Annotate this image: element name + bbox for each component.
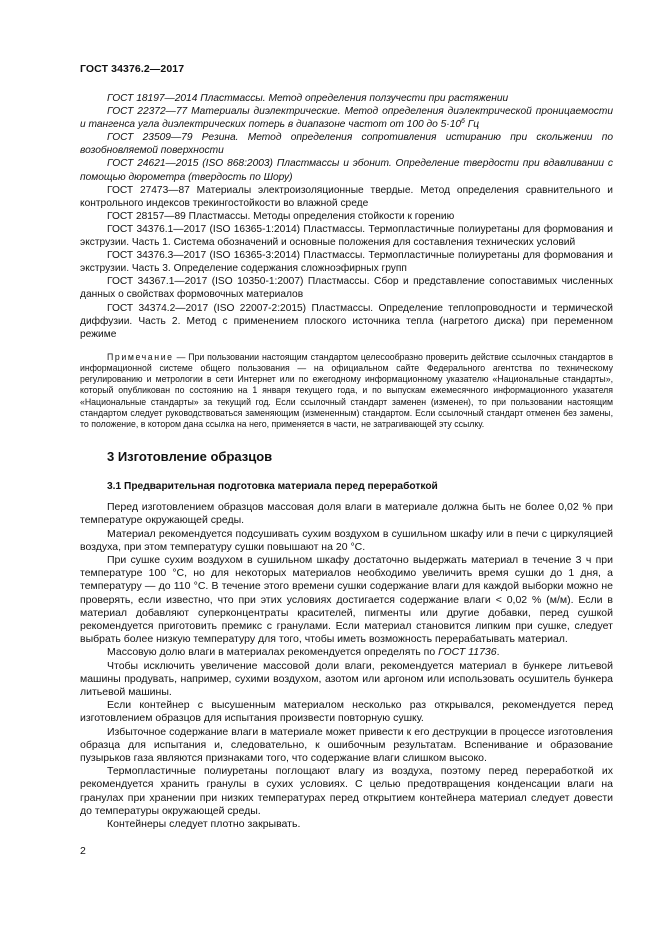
body-paragraph: Массовую долю влаги в материалах рекомендуется определять по ГОСТ 11736. [107, 646, 500, 659]
reference-item: ГОСТ 34367.1—2017 (ISO 10350-1:2007) Пластмассы. Сбор и представление сопоставимых численных данных о свойствах формовочных материалов [80, 276, 613, 301]
normative-references-list [80, 92, 613, 341]
body-paragraph: Чтобы исключить увеличение массовой доли влаги, рекомендуется материал в бункере литьевой машины продувать, например, сухими воздухом, азотом или аргоном или использовать осушитель бункера литьевой машины. [80, 659, 613, 699]
section-body [80, 501, 613, 831]
reference-item: ГОСТ 24621—2015 (ISO 868:2003) Пластмассы и эбонит. Определение твердости при вдавливании с помощью дюрометра (твердость по Шору) [80, 158, 613, 183]
body-paragraph: Материал рекомендуется подсушивать сухим воздухом в сушильном шкафу или в печи с циркуляцией воздуха, при этом температуру сушки повышают на 20 °С. [80, 527, 613, 553]
reference-item: ГОСТ 23509—79 Резина. Метод определения сопротивления истиранию при скольжении по возобновляемой поверхности [80, 132, 613, 157]
reference-item: ГОСТ 34376.1—2017 (ISO 16365-1:2014) Пластмассы. Термопластичные полиуретаны для формования и экструзии. Часть 1. Система обозначений и основные положения для составления технических условий [80, 223, 613, 249]
reference-item: ГОСТ 34374.2—2017 (ISO 22007-2:2015) Пластмассы. Определение теплопроводности и термической диффузии. Часть 2. Метод с применением плоского источника тепла (нагретого диска) при переменном режиме [80, 302, 613, 340]
page-number: 2 [80, 845, 86, 857]
body-paragraph: Термопластичные полиуретаны поглощают влагу из воздуха, поэтому перед переработкой их рекомендуется хранить гранулы в сухих условиях. С целью предотвращения конденсации влаги на гранулах при хранении при низких температурах перед открытием контейнера материал следует довести до температуры окружающей среды. [80, 765, 613, 817]
note-text: — При пользовании настоящим стандартом целесообразно проверить действие ссылочных стандартов в информационной системе общего пользования — на официальном сайте Федерального агентства по техническому регулированию и метрологии в сети Интернет или по ежегодному информационному указателю «Национальные стандарты», который опубликован по состоянию на 1 января текущего года, и по выпускам ежемесячного информационного указателя «Национальные стандарты» за текущий год. Если ссылочный стандарт заменен (изменен), то при пользовании настоящим стандартом следует руководствоваться заменяющим (измененным) стандартом. Если ссылочный стандарт отменен без замены, то положение, в котором дана ссылка на него, применяется в части, не затрагивающей эту ссылку. [80, 351, 613, 429]
body-paragraph: При сушке сухим воздухом в сушильном шкафу достаточно выдержать материал в течение 3 ч при температуре 100 °С, но для некоторых материалов необходимо увеличить время сушки до 1 дня, а температуру — до 110 °С. В течение этого времени сушки содержание влаги для каждой выборки можно не проверять, если известно, что при этих условиях достигается содержание влаги < 0,02 % (м/м). Если в материал добавляют суперконцентраты красителей, пигменты или другие добавки, перед сушкой рекомендуется приготовить премикс с гранулами. Если материал становится липким при сушке, следует выбрать более низкую температуру для того, чтобы иметь возможность перерабатывать материал. [80, 554, 613, 646]
body-paragraph: Контейнеры следует плотно закрывать. [107, 818, 301, 831]
document-header: ГОСТ 34376.2—2017 [80, 63, 185, 75]
reference-item: ГОСТ 28157—89 Пластмассы. Методы определения стойкости к горению [107, 210, 455, 222]
reference-item: ГОСТ 22372—77 Материалы диэлектрические. Метод определения диэлектрической проницаемости и тангенса угла диэлектрических потерь в диапазоне частот от 100 до $5\cdot 10^6$ Гц [80, 106, 613, 131]
document-content [80, 92, 613, 831]
note-label: Примечание [107, 351, 174, 362]
reference-item: ГОСТ 27473—87 Материалы электроизоляционные твердые. Метод определения сравнительного и контрольного индексов трекингостойкости во влажной среде [80, 184, 613, 209]
note-paragraph [80, 352, 613, 430]
body-paragraph: Если контейнер с высушенным материалом несколько раз открывался, рекомендуется перед изготовлением образцов для испытания произвести повторную сушку. [80, 699, 613, 725]
subsection-title: 3.1 Предварительная подготовка материала перед переработкой [107, 481, 438, 493]
body-paragraph: Перед изготовлением образцов массовая доля влаги в материале должна быть не более 0,02 % при температуре окружающей среды. [80, 501, 613, 527]
body-paragraph: Избыточное содержание влаги в материале может привести к его деструкции в процессе изготовления образца для испытания и, следовательно, к ошибочным результатам. Вспенивание и образование пузырьков газа являются признаками того, что содержание влаги слишком высоко. [80, 725, 613, 765]
reference-item: ГОСТ 34376.3—2017 (ISO 16365-3:2014) Пластмассы. Термопластичные полиуретаны для формования и экструзии. Часть 3. Определение содержания сложноэфирных групп [80, 250, 613, 275]
section-title: 3 Изготовление образцов [107, 449, 273, 465]
standard-reference-link: ГОСТ 11736 [438, 646, 497, 659]
reference-item: ГОСТ 18197—2014 Пластмассы. Метод определения ползучести при растяжении [107, 93, 509, 104]
